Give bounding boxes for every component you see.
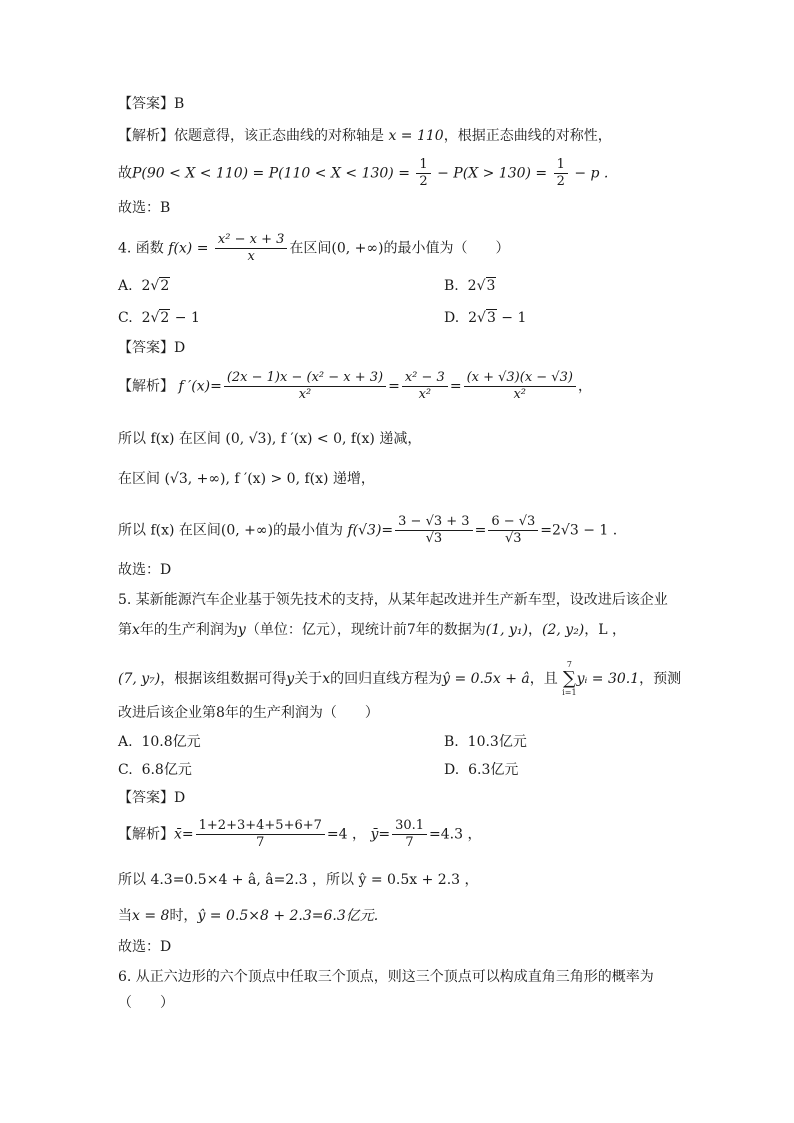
min-result: =2√3 − 1 . <box>540 522 618 539</box>
min-expr: f(√3)= <box>347 522 394 539</box>
frac-num: 3 − √3 + 3 <box>395 514 472 531</box>
fraction-half <box>554 157 568 190</box>
text: 在区间 <box>289 240 332 257</box>
frac-num: x² − x + 3 <box>215 232 287 249</box>
frac-den: 2 <box>419 174 428 189</box>
option-coef: 2 <box>467 278 477 294</box>
text: 故 <box>118 165 132 182</box>
text: （单位：亿元），现统计前 <box>245 622 407 638</box>
option-radicand: 3 <box>486 310 496 326</box>
q4-increasing-line: 在区间 (√3, +∞), f ′(x) > 0, f(x) 递增， <box>118 471 375 487</box>
summation <box>562 660 576 698</box>
text: 所以 f(x) 在区间 <box>118 522 221 539</box>
option-tail: − 1 <box>496 310 527 326</box>
q4-minimum-line: 所以 f(x) 在区间(0, +∞)的最小值为 f(√3)= $\frac{3 - √3 + 3}{√3}$ = $\frac{6 - √3}{√3}$ =2√3 − 1 . <box>118 514 618 546</box>
text: ，且 <box>529 671 558 687</box>
derivative-fraction <box>224 370 386 403</box>
frac-den: 7 <box>405 835 414 850</box>
number: 7 <box>406 622 416 638</box>
analysis-label: 【解析】 <box>118 378 174 395</box>
q4-option-a: A. 2√2 <box>118 278 170 294</box>
text: ，根据该组数据可得 <box>160 671 287 687</box>
var-y: y <box>237 622 246 638</box>
text: 4. 函数 <box>118 240 164 257</box>
axis-equation: x = 110 <box>388 128 444 144</box>
option-label: A. <box>118 734 133 750</box>
q3-probability-line <box>118 157 608 190</box>
frac-num: 6 − √3 <box>488 514 538 531</box>
frac-den: x <box>247 249 255 264</box>
q3-analysis-line <box>118 126 612 146</box>
q4-option-c: C. 2√2 − 1 <box>118 310 200 326</box>
option-text: 10.8亿元 <box>141 734 201 750</box>
analysis-label: 【解析】 <box>118 826 174 843</box>
condition: x = 8 <box>132 908 170 924</box>
sum-lower: i=1 <box>562 688 577 697</box>
q4-answer: 【答案】D <box>118 340 186 356</box>
option-radicand: 3 <box>486 278 496 294</box>
fraction-half <box>416 157 430 190</box>
q4-decreasing-line: 所以 f(x) 在区间 (0, √3), f ′(x) < 0, f(x) 递减， <box>118 431 422 447</box>
text: ， <box>577 378 592 395</box>
q6-stem-line2: （ ） <box>118 995 174 1011</box>
q5-stem-line3 <box>118 660 681 698</box>
q5-choose: 故选：D <box>118 939 172 955</box>
q4-option-b: B. 2√3 <box>444 278 496 294</box>
frac-num: (2x − 1)x − (x² − x + 3) <box>224 370 386 387</box>
q3-answer: 【答案】B <box>118 96 185 112</box>
text: 的最小值为 <box>273 522 344 539</box>
q5-option-d <box>444 760 518 780</box>
frac-num: 1 <box>416 157 430 174</box>
text: 的最小值为（ ） <box>383 240 510 257</box>
frac-num: 30.1 <box>392 818 427 835</box>
regression-equation: ŷ = 0.5x + â <box>442 671 530 687</box>
var-x: x <box>132 622 140 638</box>
derivative-fraction <box>402 370 448 403</box>
q4-option-d: D. 2√3 − 1 <box>444 310 527 326</box>
option-label: C. <box>118 310 133 326</box>
analysis-label: 【解析】 <box>118 128 174 144</box>
prob-expr: − P(X > 130) = <box>437 165 548 182</box>
option-label: B. <box>444 734 459 750</box>
option-coef: 2 <box>141 310 151 326</box>
var-x: x <box>322 671 331 687</box>
frac-den: 2 <box>556 174 565 189</box>
option-label: C. <box>118 762 133 778</box>
q5-option-a <box>118 732 201 752</box>
q5-mean-line <box>118 818 482 851</box>
q5-option-c <box>118 760 192 780</box>
prob-expr: − p . <box>574 165 609 182</box>
q5-stem-line2 <box>118 620 626 640</box>
q3-choose: 故选：B <box>118 200 171 216</box>
option-label: A. <box>118 278 133 294</box>
text: 关于 <box>294 671 323 687</box>
prob-expr: P(90 < X < 110) = P(110 < X < 130) = <box>132 165 410 182</box>
ybar-result: =4.3 ， <box>429 826 482 843</box>
derivative-lhs: f ′(x)= <box>178 378 222 395</box>
interval: (0, +∞) <box>220 522 274 539</box>
q5-option-b <box>444 732 527 752</box>
analysis-text: 依题意得，该正态曲线的对称轴是 <box>174 128 384 144</box>
text: 时， <box>169 908 198 924</box>
text: 年的数据为 <box>415 622 486 638</box>
option-coef: 2 <box>141 278 151 294</box>
data-point: (2, y₂) <box>542 622 585 638</box>
q5-stem-line4: 改进后该企业第8年的生产利润为（ ） <box>118 705 379 721</box>
xbar-result: =4 ， <box>326 826 366 843</box>
frac-num: (x + √3)(x − √3) <box>464 370 576 387</box>
prediction: ŷ = 0.5×8 + 2.3=6.3亿元. <box>197 908 379 924</box>
frac-num: 1 <box>554 157 568 174</box>
option-label: D. <box>444 310 460 326</box>
option-radicand: 2 <box>160 278 170 294</box>
function-fraction <box>215 232 287 265</box>
option-text: 6.3亿元 <box>468 762 519 778</box>
q6-stem-line1: 6. 从正六边形的六个顶点中任取三个顶点，则这三个顶点可以构成直角三角形的概率为 <box>118 969 654 985</box>
text: ，预测 <box>639 671 682 687</box>
q5-answer: 【答案】D <box>118 790 186 806</box>
option-radicand: 2 <box>160 310 170 326</box>
frac-den: 7 <box>256 835 265 850</box>
interval: (0, +∞) <box>331 240 384 257</box>
function-expr: f(x) = <box>168 240 209 257</box>
xbar-fraction <box>196 818 325 851</box>
min-fraction <box>488 514 538 547</box>
var-y: y <box>286 671 295 687</box>
option-label: D. <box>444 762 460 778</box>
q4-derivative-line: 【解析】 f ′(x)= $\frac{\text{(2x − 1)x − (x² − x + 3)}}{\text{x²}}$ = $\frac{\text{x² − 3}}{\text{x²}}$ = $\frac{(x + √3)(x - √3)}{\text{x²}}$ ， <box>118 370 592 402</box>
frac-den: x² <box>418 387 432 402</box>
ybar-label: ȳ= <box>370 826 391 843</box>
q4-choose: 故选：D <box>118 562 172 578</box>
sum-body: yᵢ = 30.1 <box>576 671 640 687</box>
option-coef: 2 <box>468 310 478 326</box>
q5-stem-line1: 5. 某新能源汽车企业基于领先技术的支持，从某年起改进并生产新车型，设改进后该企业 <box>118 592 668 608</box>
option-label: B. <box>444 278 459 294</box>
data-point: (1, y₁) <box>485 622 529 638</box>
frac-den: x² <box>298 387 312 402</box>
frac-den: √3 <box>505 531 522 546</box>
option-tail: − 1 <box>170 310 200 326</box>
text: ，L ， <box>584 622 627 638</box>
data-point: (7, y₇) <box>118 671 161 687</box>
option-text: 6.8亿元 <box>141 762 192 778</box>
option-text: 10.3亿元 <box>467 734 527 750</box>
q5-solve-line: 所以 4.3=0.5×4 + â, â=2.3 ，所以 ŷ = 0.5x + 2.3 ， <box>118 872 479 888</box>
text: 第 <box>118 622 132 638</box>
frac-num: x² − 3 <box>402 370 448 387</box>
ybar-fraction <box>392 818 427 851</box>
q5-predict-line <box>118 906 378 926</box>
text: 当 <box>118 908 132 924</box>
text: 的回归直线方程为 <box>330 671 443 687</box>
sum-upper: 7 <box>566 660 572 669</box>
sigma-icon: ∑ <box>562 668 576 689</box>
frac-den: x² <box>513 387 527 402</box>
min-fraction <box>395 514 472 547</box>
frac-den: √3 <box>425 531 443 546</box>
analysis-text: ，根据正态曲线的对称性， <box>443 128 612 144</box>
q4-stem <box>118 232 510 265</box>
derivative-fraction <box>464 370 576 403</box>
frac-num: 1+2+3+4+5+6+7 <box>196 818 325 835</box>
text: 年的生产利润为 <box>139 622 238 638</box>
xbar-label: x̄= <box>174 826 194 843</box>
text: ， <box>528 622 543 638</box>
